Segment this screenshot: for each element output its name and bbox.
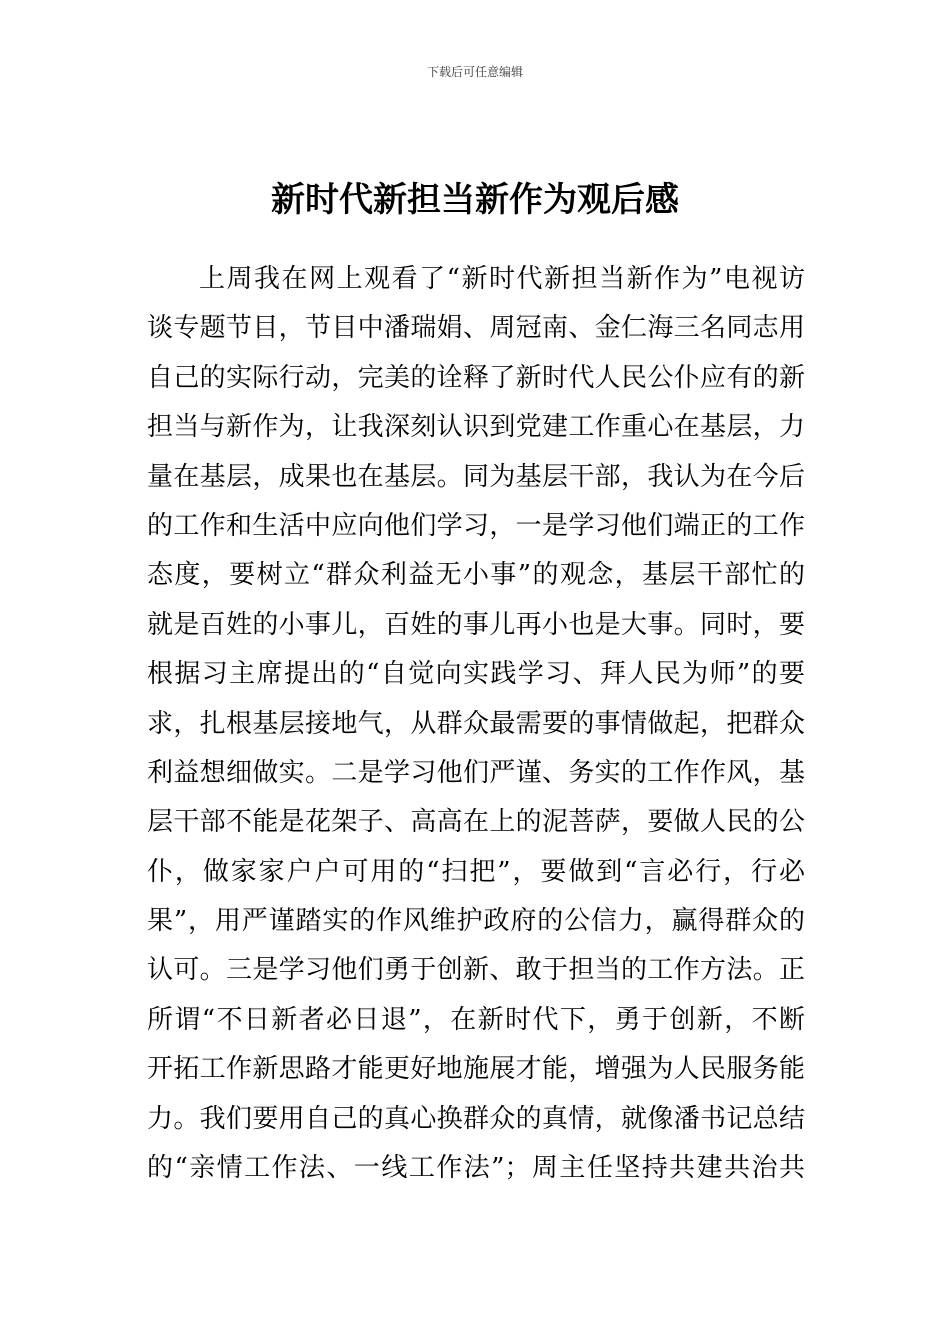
document-body xyxy=(147,255,805,1193)
body-line: 利益想细做实。二是学习他们严谨、务实的工作作风，基 xyxy=(147,757,805,788)
page-header-note: 下载后可任意编辑 xyxy=(426,65,523,79)
body-line: 上周我在网上观看了“新时代新担当新作为”电视访 xyxy=(199,264,805,294)
body-line: 担当与新作为，让我深刻认识到党建工作重心在基层，力 xyxy=(147,412,805,443)
document-title: 新时代新担当新作为观后感 xyxy=(271,180,679,220)
body-line: 所谓“不日新者必日退”，在新时代下，勇于创新，不断 xyxy=(147,1004,805,1035)
body-line: 的工作和生活中应向他们学习，一是学习他们端正的工作 xyxy=(147,510,805,541)
body-line: 的“亲情工作法、一线工作法”；周主任坚持共建共治共 xyxy=(147,1153,805,1184)
body-line: 根据习主席提出的“自觉向实践学习、拜人民为师”的要 xyxy=(147,659,805,690)
body-line: 果”，用严谨踏实的作风维护政府的公信力，赢得群众的 xyxy=(147,906,805,937)
body-line: 谈专题节目，节目中潘瑞娟、周冠南、金仁海三名同志用 xyxy=(147,313,805,344)
body-line: 态度，要树立“群众利益无小事”的观念，基层干部忙的 xyxy=(147,560,805,591)
body-line: 层干部不能是花架子、高高在上的泥菩萨，要做人民的公 xyxy=(147,807,805,838)
body-line: 量在基层，成果也在基层。同为基层干部，我认为在今后 xyxy=(147,461,805,492)
body-line: 就是百姓的小事儿，百姓的事儿再小也是大事。同时，要 xyxy=(147,609,805,640)
body-line: 力。我们要用自己的真心换群众的真情，就像潘书记总结 xyxy=(147,1103,805,1134)
body-line: 开拓工作新思路才能更好地施展才能，增强为人民服务能 xyxy=(147,1054,805,1085)
body-line: 求，扎根基层接地气，从群众最需要的事情做起，把群众 xyxy=(147,708,805,739)
body-line: 自己的实际行动，完美的诠释了新时代人民公仆应有的新 xyxy=(147,362,805,393)
body-line: 认可。三是学习他们勇于创新、敢于担当的工作方法。正 xyxy=(147,955,805,986)
body-line: 仆，做家家户户可用的“扫把”，要做到“言必行，行必 xyxy=(147,856,805,887)
